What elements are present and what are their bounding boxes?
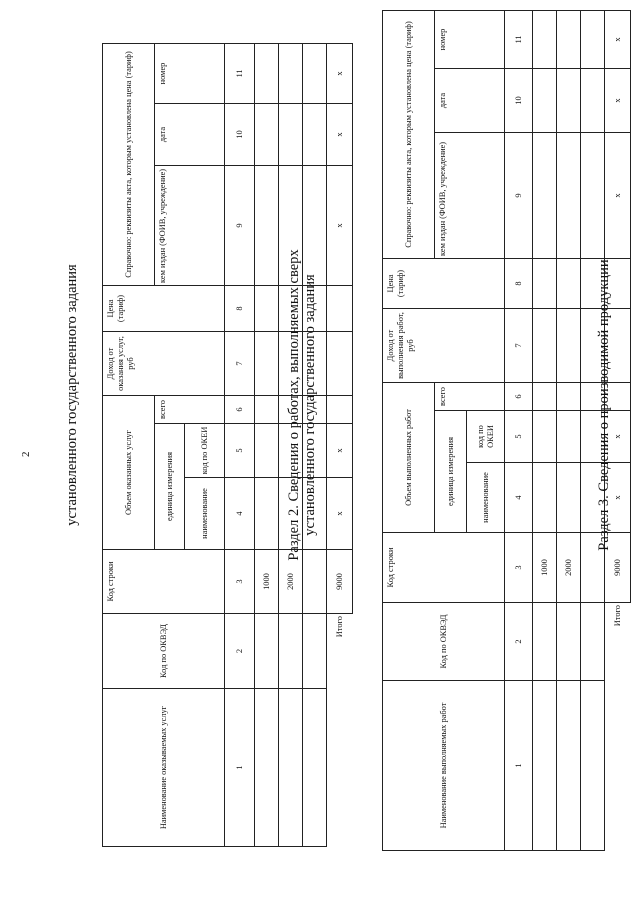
header-issuer: кем издан (ФОИВ, учреждение) xyxy=(155,166,225,286)
col-number: 1 xyxy=(225,689,255,847)
table-row xyxy=(255,44,279,847)
header-reference: Справочно: реквизиты акта, которым установлена цена (тариф) xyxy=(103,44,155,286)
header-number: номер xyxy=(155,44,225,104)
header-row-code: Код строки xyxy=(383,533,505,603)
works-table xyxy=(382,10,631,851)
header-number: номер xyxy=(435,11,505,69)
header-row-code: Код строки xyxy=(103,550,225,614)
col-number: 9 xyxy=(505,133,533,259)
table-row xyxy=(557,11,581,851)
col-number: 3 xyxy=(505,533,533,603)
section2-title xyxy=(286,155,318,655)
col-number: 5 xyxy=(505,411,533,463)
itogo-cell: x xyxy=(605,463,631,533)
itogo-cell xyxy=(327,286,353,332)
section2-title-line1: Раздел 2. Сведения о работах, выполняемых сверх xyxy=(286,249,302,561)
row-code: 1000 xyxy=(533,533,557,603)
itogo-cell xyxy=(327,396,353,424)
col-number: 4 xyxy=(225,478,255,550)
col-number: 7 xyxy=(225,332,255,396)
col-number: 2 xyxy=(225,614,255,689)
itogo-cell: x xyxy=(327,166,353,286)
itogo-cell: x xyxy=(327,104,353,166)
header-income: Доход от выполнения работ, руб xyxy=(383,309,505,383)
col-number: 4 xyxy=(505,463,533,533)
col-number: 11 xyxy=(505,11,533,69)
header-volume: Объем выполненных работ xyxy=(383,383,435,533)
itogo-cell: x xyxy=(605,11,631,69)
itogo-cell xyxy=(327,332,353,396)
col-number: 8 xyxy=(505,259,533,309)
header-price: Цена (тариф) xyxy=(103,286,225,332)
itogo-cell: x xyxy=(605,133,631,259)
itogo-code: 9000 xyxy=(327,550,353,614)
row-code: 2000 xyxy=(557,533,581,603)
itogo-cell: x xyxy=(605,411,631,463)
header-date: дата xyxy=(435,69,505,133)
header-price: Цена (тариф) xyxy=(383,259,505,309)
header-unit-name: наименование xyxy=(185,478,225,550)
header-volume: Объем оказанных услуг xyxy=(103,396,155,550)
itogo-cell: x xyxy=(327,424,353,478)
header-unit-name: наименование xyxy=(467,463,505,533)
row-code: 1000 xyxy=(255,550,279,614)
col-number: 11 xyxy=(225,44,255,104)
col-number: 2 xyxy=(505,603,533,681)
row-code: 2000 xyxy=(279,550,303,614)
col-number: 10 xyxy=(505,69,533,133)
header-okei: код по ОКЕИ xyxy=(467,411,505,463)
section1-title: установленного государственного задания xyxy=(64,264,80,526)
section3-title: Раздел 3. Сведения о производимой продукции xyxy=(596,259,612,551)
header-income: Доход от оказания услуг, руб xyxy=(103,332,225,396)
col-number: 6 xyxy=(505,383,533,411)
header-total: всего xyxy=(435,383,505,411)
itogo-cell: x xyxy=(327,44,353,104)
header-reference: Справочно: реквизиты акта, которым установлена цена (тариф) xyxy=(383,11,435,259)
itogo-label: Итого xyxy=(605,603,631,681)
header-total: всего xyxy=(155,396,225,424)
itogo-cell: x xyxy=(327,478,353,550)
itogo-label: Итого xyxy=(327,614,353,689)
header-issuer: кем издан (ФОИВ, учреждение) xyxy=(435,133,505,259)
header-unit: единица измерения xyxy=(155,424,185,550)
col-number: 5 xyxy=(225,424,255,478)
header-name: Наименование выполняемых работ xyxy=(383,681,505,851)
itogo-cell: x xyxy=(605,69,631,133)
section2-title-line2: установленного государственного задания xyxy=(302,274,318,536)
column-numbers-row xyxy=(505,11,533,851)
col-number: 1 xyxy=(505,681,533,851)
header-okved: Код по ОКВЭД xyxy=(383,603,505,681)
col-number: 3 xyxy=(225,550,255,614)
col-number: 9 xyxy=(225,166,255,286)
table-row xyxy=(533,11,557,851)
itogo-row xyxy=(327,44,353,847)
header-okved: Код по ОКВЭД xyxy=(103,614,225,689)
column-numbers-row xyxy=(225,44,255,847)
header-unit: единица измерения xyxy=(435,411,467,533)
header-name: Наименование оказываемых услуг xyxy=(103,689,225,847)
col-number: 6 xyxy=(225,396,255,424)
header-okei: код по ОКЕИ xyxy=(185,424,225,478)
itogo-code: 9000 xyxy=(605,533,631,603)
page-number: 2 xyxy=(20,451,32,457)
col-number: 7 xyxy=(505,309,533,383)
col-number: 10 xyxy=(225,104,255,166)
col-number: 8 xyxy=(225,286,255,332)
header-date: дата xyxy=(155,104,225,166)
